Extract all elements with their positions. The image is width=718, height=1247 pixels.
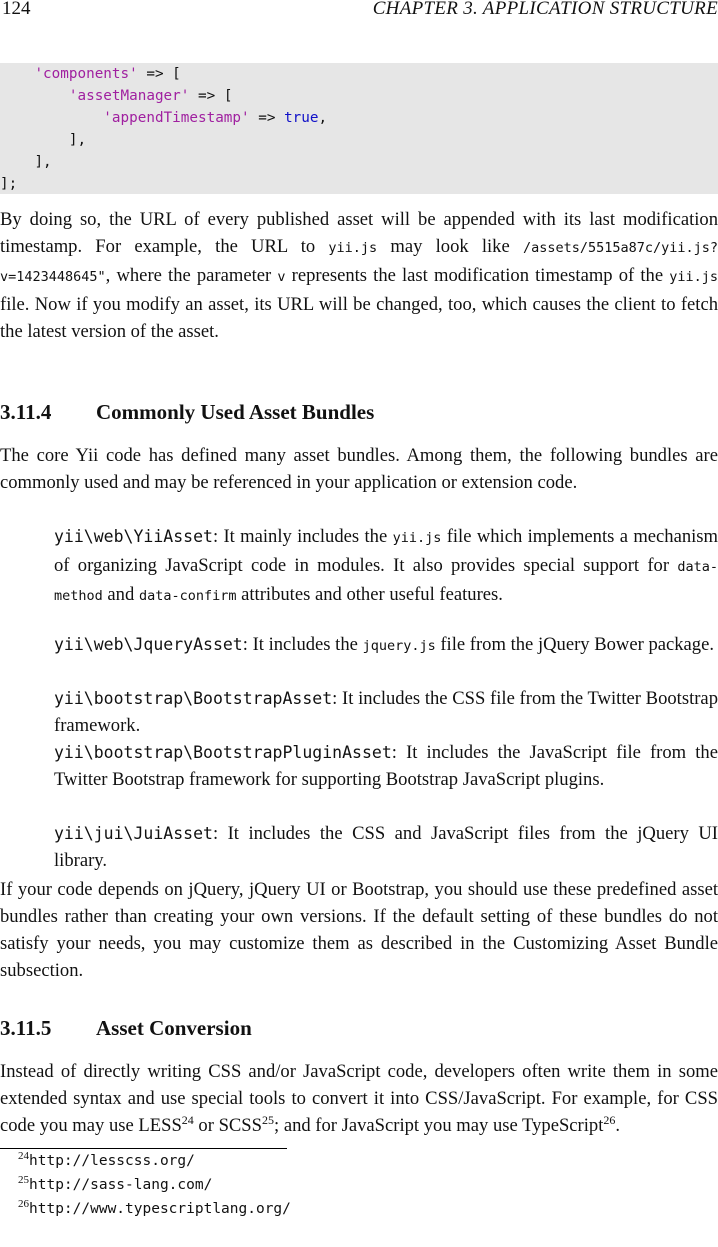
paragraph-asset-conversion: Instead of directly writing CSS and/or JavaScript code, developers often write them in some extended syntax and use special tools to convert it into CSS/JavaScript. For example, for CSS code you may use LESS$^{24}$ or SCSS$^{25}$; and for JavaScript you may use TypeScript$^{26}$. [0,1061,718,1136]
footnote-ref[interactable]: 24 [181,1112,194,1127]
footnote-ref[interactable]: 25 [262,1112,274,1127]
chapter-title: CHAPTER 3. APPLICATION STRUCTURE [372,0,718,19]
page-header [0,0,718,24]
footnote-divider [0,1148,287,1149]
footnote-ref[interactable]: 26 [603,1112,616,1127]
footnote-link[interactable]: http://www.typescriptlang.org/ [29,1201,291,1217]
section-outro: If your code depends on jQuery, jQuery UI or Bootstrap, you should use these predefined asset bundles rather than creating your own versions. If the default setting of these bundles do not satisfy your needs, you may customize them as described in the Customizing Asset Bundle subsection. [0,879,718,981]
footnote-link[interactable]: http://sass-lang.com/ [29,1177,213,1193]
list-item: yii\bootstrap\BootstrapAsset: It includes the CSS file from the Twitter Bootstrap framework. [54,688,718,736]
section-heading: 3.11.5 Asset Conversion [0,1016,252,1040]
footnote: $^{24}$http://lesscss.org/ [18,1150,195,1169]
paragraph-timestamp: By doing so, the URL of every published asset will be appended with its last modification timestamp. For example, the URL to yii.js may look like /assets/5515a87c/yii.js?v=1423448645", where the parameter v represents the last modification timestamp of the yii.js file. Now if you modify an asset, its URL will be changed, too, which causes the client to fetch the latest version of the asset. [0,209,718,342]
section-intro: The core Yii code has defined many asset bundles. Among them, the following bundles are commonly used and may be referenced in your application or extension code. [0,445,718,493]
code-line: 'components' => [ [34,66,181,82]
code-line: ]; [0,176,18,192]
section-heading: 3.11.4 Commonly Used Asset Bundles [0,400,375,424]
list-item: yii\web\YiiAsset: It mainly includes the yii.js file which implements a mechanism of organizing JavaScript code in modules. It also provides special support for data-method and data-confirm attributes and other useful features. [54,526,718,605]
list-item: yii\web\JqueryAsset: It includes the jquery.js file from the jQuery Bower package. [54,634,714,655]
list-item: yii\jui\JuiAsset: It includes the CSS and JavaScript files from the jQuery UI library. [54,823,718,871]
code-line: 'appendTimestamp' => true, [103,110,328,126]
footnote-link[interactable]: http://lesscss.org/ [29,1153,195,1169]
page-number: 124 [2,0,31,19]
footnote: $^{25}$http://sass-lang.com/ [18,1174,213,1193]
code-line: ], [34,154,52,170]
footnote: $^{26}$http://www.typescriptlang.org/ [18,1198,291,1217]
code-line: ], [68,132,87,148]
list-item: yii\bootstrap\BootstrapPluginAsset: It includes the JavaScript file from the Twitter Bootstrap framework for supporting Bootstrap JavaScript plugins. [54,742,718,790]
code-line: 'assetManager' => [ [68,88,233,104]
code-block [0,63,718,194]
